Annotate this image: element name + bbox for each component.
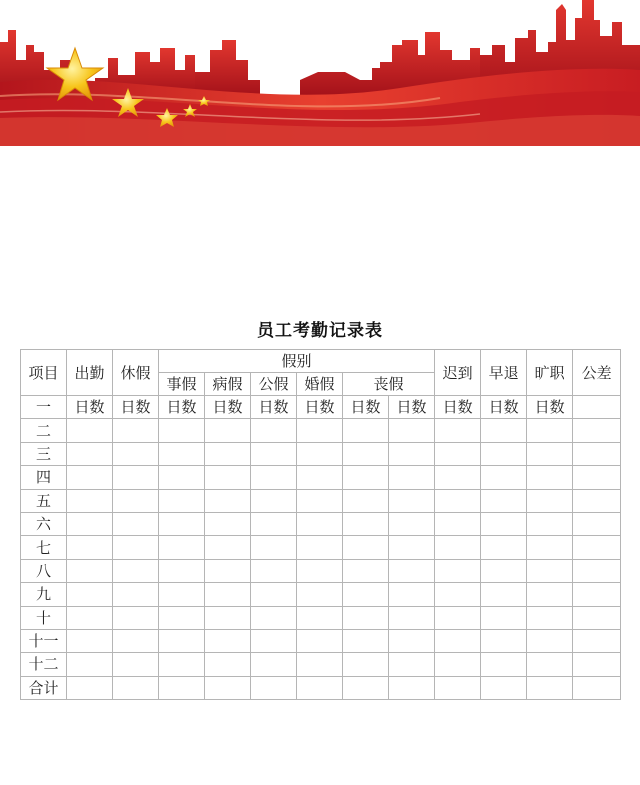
table-cell[interactable] xyxy=(573,419,621,442)
header-leave-bereavement: 丧假 xyxy=(343,373,435,396)
table-cell[interactable] xyxy=(343,606,389,629)
row-label: 二 xyxy=(21,419,67,442)
table-cell[interactable] xyxy=(389,512,435,535)
table-cell[interactable] xyxy=(481,583,527,606)
table-cell[interactable] xyxy=(527,512,573,535)
table-cell[interactable] xyxy=(159,629,205,652)
table-cell[interactable] xyxy=(113,629,159,652)
header-leave-sick: 病假 xyxy=(205,373,251,396)
unit-cell: 日数 xyxy=(205,396,251,419)
table-cell[interactable] xyxy=(573,466,621,489)
table-cell[interactable] xyxy=(205,606,251,629)
table-cell[interactable] xyxy=(297,512,343,535)
table-cell[interactable] xyxy=(113,489,159,512)
header-leave-personal: 事假 xyxy=(159,373,205,396)
table-cell[interactable] xyxy=(251,512,297,535)
table-cell[interactable] xyxy=(343,583,389,606)
table-cell[interactable] xyxy=(343,466,389,489)
table-cell[interactable] xyxy=(389,489,435,512)
table-cell[interactable] xyxy=(481,629,527,652)
table-cell[interactable] xyxy=(389,606,435,629)
table-cell[interactable] xyxy=(435,653,481,676)
table-cell[interactable] xyxy=(205,676,251,699)
unit-cell: 日数 xyxy=(113,396,159,419)
table-cell[interactable] xyxy=(527,676,573,699)
unit-cell: 日数 xyxy=(389,396,435,419)
table-cell[interactable] xyxy=(573,676,621,699)
table-cell[interactable] xyxy=(297,536,343,559)
row-label: 九 xyxy=(21,583,67,606)
table-cell[interactable] xyxy=(113,512,159,535)
table-cell[interactable] xyxy=(481,466,527,489)
table-cell[interactable] xyxy=(573,583,621,606)
header-leave-group: 假别 xyxy=(159,350,435,373)
table-cell[interactable] xyxy=(67,583,113,606)
table-cell[interactable] xyxy=(67,606,113,629)
table-cell[interactable] xyxy=(481,512,527,535)
table-cell[interactable] xyxy=(389,559,435,582)
table-cell[interactable] xyxy=(67,536,113,559)
table-cell[interactable] xyxy=(527,442,573,465)
table-cell[interactable] xyxy=(159,536,205,559)
table-cell[interactable] xyxy=(251,419,297,442)
table-cell[interactable] xyxy=(343,676,389,699)
table-cell[interactable] xyxy=(205,489,251,512)
table-cell[interactable] xyxy=(389,442,435,465)
table-row xyxy=(21,419,621,442)
table-cell[interactable] xyxy=(251,466,297,489)
banner-artwork xyxy=(0,0,640,146)
table-cell[interactable] xyxy=(481,489,527,512)
table-cell[interactable] xyxy=(205,653,251,676)
table-cell[interactable] xyxy=(297,676,343,699)
table-cell[interactable] xyxy=(389,536,435,559)
table-cell[interactable] xyxy=(297,442,343,465)
table-row xyxy=(21,559,621,582)
unit-cell: 日数 xyxy=(435,396,481,419)
table-cell[interactable] xyxy=(67,489,113,512)
table-cell[interactable] xyxy=(527,653,573,676)
table-cell[interactable] xyxy=(251,653,297,676)
table-cell[interactable] xyxy=(297,419,343,442)
unit-cell: 日数 xyxy=(159,396,205,419)
table-cell[interactable] xyxy=(527,536,573,559)
table-cell[interactable] xyxy=(159,676,205,699)
header-leave-official: 公假 xyxy=(251,373,297,396)
table-cell[interactable] xyxy=(113,442,159,465)
table-cell[interactable] xyxy=(435,536,481,559)
table-cell[interactable] xyxy=(527,606,573,629)
table-cell[interactable] xyxy=(389,629,435,652)
table-cell[interactable] xyxy=(205,536,251,559)
table-cell[interactable] xyxy=(67,676,113,699)
unit-cell: 日数 xyxy=(67,396,113,419)
row-label: 八 xyxy=(21,559,67,582)
table-cell[interactable] xyxy=(481,536,527,559)
unit-cell: 日数 xyxy=(251,396,297,419)
table-cell[interactable] xyxy=(251,489,297,512)
table-cell[interactable] xyxy=(481,676,527,699)
table-cell[interactable] xyxy=(159,653,205,676)
table-cell[interactable] xyxy=(343,653,389,676)
table-cell[interactable] xyxy=(297,466,343,489)
table-cell[interactable] xyxy=(573,536,621,559)
table-cell[interactable] xyxy=(67,419,113,442)
table-cell[interactable] xyxy=(159,583,205,606)
table-cell[interactable] xyxy=(297,653,343,676)
table-row xyxy=(21,489,621,512)
table-cell[interactable] xyxy=(205,629,251,652)
table-cell[interactable] xyxy=(205,559,251,582)
table-cell[interactable] xyxy=(159,512,205,535)
table-cell[interactable] xyxy=(205,512,251,535)
header-leave-marriage: 婚假 xyxy=(297,373,343,396)
table-cell[interactable] xyxy=(251,629,297,652)
table-cell[interactable] xyxy=(343,442,389,465)
header-banner xyxy=(0,0,640,146)
table-cell[interactable] xyxy=(67,559,113,582)
row-label: 六 xyxy=(21,512,67,535)
table-cell[interactable] xyxy=(481,442,527,465)
header-rest: 休假 xyxy=(113,350,159,396)
table-cell[interactable] xyxy=(113,419,159,442)
table-cell[interactable] xyxy=(435,489,481,512)
table-cell[interactable] xyxy=(67,512,113,535)
header-business: 公差 xyxy=(573,350,621,396)
row-label: 十一 xyxy=(21,629,67,652)
row-label: 十 xyxy=(21,606,67,629)
table-cell[interactable] xyxy=(481,419,527,442)
table-cell[interactable] xyxy=(389,653,435,676)
row-label: 五 xyxy=(21,489,67,512)
table-cell[interactable] xyxy=(389,419,435,442)
table-cell[interactable] xyxy=(435,606,481,629)
table-cell[interactable] xyxy=(389,466,435,489)
table-cell[interactable] xyxy=(573,606,621,629)
table-cell[interactable] xyxy=(159,559,205,582)
header-item: 项目 xyxy=(21,350,67,396)
table-cell[interactable] xyxy=(435,419,481,442)
table-cell[interactable] xyxy=(251,583,297,606)
table-cell[interactable] xyxy=(343,536,389,559)
header-late: 迟到 xyxy=(435,350,481,396)
row-label: 一 xyxy=(21,396,67,419)
table-cell[interactable] xyxy=(113,606,159,629)
unit-cell: 日数 xyxy=(481,396,527,419)
table-cell[interactable] xyxy=(67,629,113,652)
row-label: 三 xyxy=(21,442,67,465)
table-cell[interactable] xyxy=(159,442,205,465)
table-cell[interactable] xyxy=(343,512,389,535)
table-row xyxy=(21,536,621,559)
table-cell[interactable] xyxy=(573,442,621,465)
table-row xyxy=(21,653,621,676)
attendance-table xyxy=(20,349,621,700)
unit-cell: 日数 xyxy=(527,396,573,419)
table-cell[interactable] xyxy=(297,629,343,652)
table-cell[interactable] xyxy=(297,606,343,629)
table-cell[interactable] xyxy=(527,489,573,512)
unit-cell xyxy=(573,396,621,419)
row-label: 十二 xyxy=(21,653,67,676)
row-label: 合计 xyxy=(21,676,67,699)
table-cell[interactable] xyxy=(573,512,621,535)
row-label: 四 xyxy=(21,466,67,489)
table-cell[interactable] xyxy=(159,419,205,442)
header-absent: 旷职 xyxy=(527,350,573,396)
table-cell[interactable] xyxy=(527,559,573,582)
table-cell[interactable] xyxy=(113,466,159,489)
unit-row xyxy=(21,396,621,419)
unit-cell: 日数 xyxy=(343,396,389,419)
table-cell[interactable] xyxy=(113,583,159,606)
table-cell[interactable] xyxy=(435,466,481,489)
table-cell[interactable] xyxy=(573,629,621,652)
table-cell[interactable] xyxy=(159,489,205,512)
table-cell[interactable] xyxy=(573,559,621,582)
table-cell[interactable] xyxy=(481,606,527,629)
table-cell[interactable] xyxy=(527,629,573,652)
table-cell[interactable] xyxy=(435,676,481,699)
row-label: 七 xyxy=(21,536,67,559)
table-row xyxy=(21,629,621,652)
table-cell[interactable] xyxy=(389,583,435,606)
unit-cell: 日数 xyxy=(297,396,343,419)
table-cell[interactable] xyxy=(343,629,389,652)
table-cell[interactable] xyxy=(113,653,159,676)
table-cell[interactable] xyxy=(527,419,573,442)
table-cell[interactable] xyxy=(67,442,113,465)
table-cell[interactable] xyxy=(435,512,481,535)
table-row xyxy=(21,442,621,465)
table-cell[interactable] xyxy=(113,536,159,559)
table-cell[interactable] xyxy=(251,442,297,465)
table-cell[interactable] xyxy=(251,536,297,559)
table-row xyxy=(21,466,621,489)
table-cell[interactable] xyxy=(205,442,251,465)
table-row xyxy=(21,676,621,699)
table-cell[interactable] xyxy=(297,583,343,606)
table-cell[interactable] xyxy=(297,559,343,582)
table-cell[interactable] xyxy=(481,559,527,582)
table-cell[interactable] xyxy=(297,489,343,512)
table-cell[interactable] xyxy=(251,676,297,699)
table-cell[interactable] xyxy=(205,583,251,606)
table-cell[interactable] xyxy=(343,559,389,582)
table-row xyxy=(21,583,621,606)
table-cell[interactable] xyxy=(573,653,621,676)
table-cell[interactable] xyxy=(159,606,205,629)
table-cell[interactable] xyxy=(343,419,389,442)
table-row xyxy=(21,606,621,629)
table-cell[interactable] xyxy=(251,606,297,629)
table-cell[interactable] xyxy=(205,466,251,489)
table-cell[interactable] xyxy=(481,653,527,676)
page-title: 员工考勤记录表 xyxy=(257,321,383,341)
table-cell[interactable] xyxy=(573,489,621,512)
table-cell[interactable] xyxy=(205,419,251,442)
table-cell[interactable] xyxy=(113,676,159,699)
header-early: 早退 xyxy=(481,350,527,396)
table-cell[interactable] xyxy=(527,466,573,489)
table-cell[interactable] xyxy=(159,466,205,489)
header-attend: 出勤 xyxy=(67,350,113,396)
table-cell[interactable] xyxy=(435,559,481,582)
table-cell[interactable] xyxy=(113,559,159,582)
table-cell[interactable] xyxy=(435,629,481,652)
header-row-1 xyxy=(21,350,621,373)
table-cell[interactable] xyxy=(435,583,481,606)
table-cell[interactable] xyxy=(67,466,113,489)
table-cell[interactable] xyxy=(389,676,435,699)
table-row xyxy=(21,512,621,535)
table-cell[interactable] xyxy=(435,442,481,465)
table-cell[interactable] xyxy=(343,489,389,512)
table-cell[interactable] xyxy=(251,559,297,582)
table-cell[interactable] xyxy=(67,653,113,676)
table-cell[interactable] xyxy=(527,583,573,606)
